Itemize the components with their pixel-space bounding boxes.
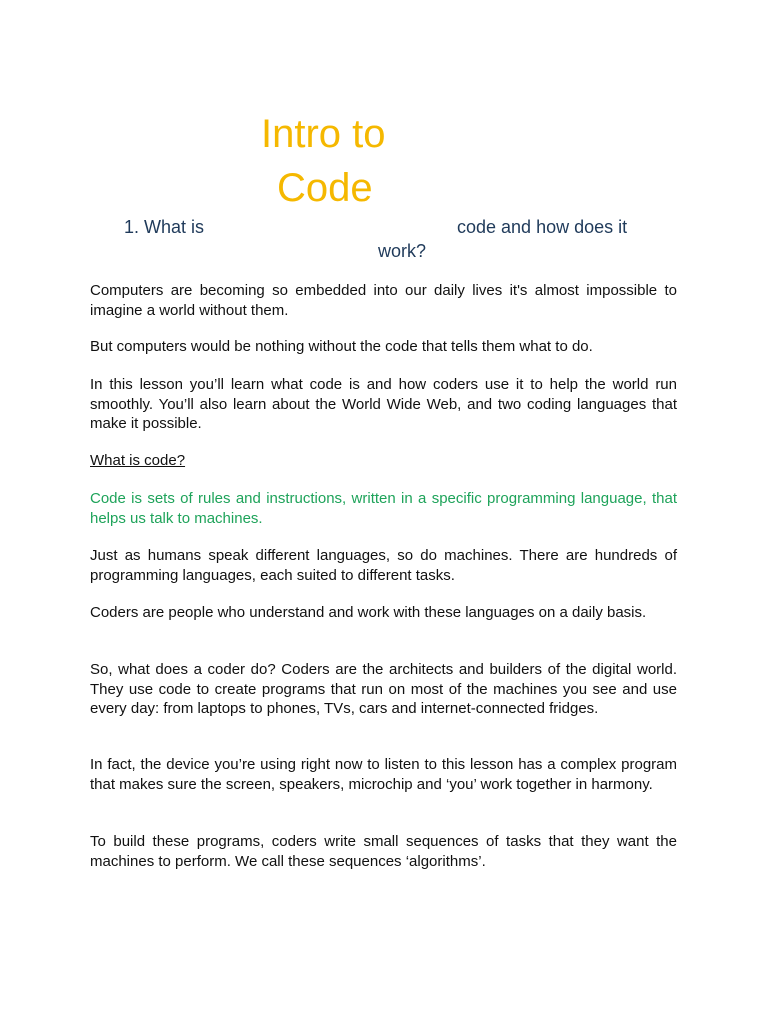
section-heading-what-is-code: What is code? xyxy=(90,452,186,469)
document-title-line-1: Intro to xyxy=(261,112,386,156)
paragraph-device-example: In fact, the device you’re using right now to listen to this lesson has a complex program that makes sure the screen, speakers, microchip and ‘you’ work together in harmony. xyxy=(90,756,677,793)
question-heading-part-2: code and how does it xyxy=(457,217,628,237)
paragraph-code-importance: But computers would be nothing without the code that tells them what to do. xyxy=(90,338,593,355)
paragraph-algorithms: To build these programs, coders write small sequences of tasks that they want the machines to perform. We call these sequences ‘algorithms’. xyxy=(90,833,677,870)
question-heading-part-3: work? xyxy=(378,241,427,261)
paragraph-intro: Computers are becoming so embedded into our daily lives it's almost impossible to imagine a world without them. xyxy=(90,282,677,319)
paragraph-languages: Just as humans speak different languages, so do machines. There are hundreds of programming languages, each suited to different tasks. xyxy=(90,547,677,584)
paragraph-lesson-overview: In this lesson you’ll learn what code is and how coders use it to help the world run smoothly. You’ll also learn about the World Wide Web, and two coding languages that make it possible. xyxy=(90,376,677,432)
question-heading-part-1: 1. What is xyxy=(124,217,205,237)
paragraph-coder-role: So, what does a coder do? Coders are the architects and builders of the digital world. They use code to create programs that run on most of the machines you see and use every day: from laptops to phones, TVs, cars and internet-connected fridges. xyxy=(90,661,677,717)
paragraph-code-definition: Code is sets of rules and instructions, written in a specific programming language, that helps us talk to machines. xyxy=(90,490,677,527)
document-title-line-2: Code xyxy=(277,166,373,210)
paragraph-coders: Coders are people who understand and work with these languages on a daily basis. xyxy=(90,604,647,621)
